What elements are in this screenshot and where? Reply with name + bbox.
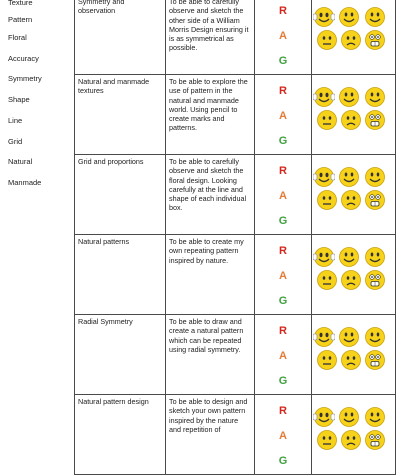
happy-smiley-icon [338,166,360,190]
rag-green: G [278,455,288,467]
rag-amber: A [279,350,287,362]
topic-cell: Radial Symmetry [75,315,166,395]
happy-smiley-icon [338,86,360,110]
thumbs-up-smiley-icon [313,166,335,190]
smiley-faces-cell [312,315,396,395]
lesson-objectives-table [74,0,396,475]
rag-green: G [278,295,288,307]
table-row [75,315,396,395]
smiley-faces-cell [312,75,396,155]
rag-green: G [278,375,288,387]
table-row [75,395,396,475]
table-row [75,0,396,75]
rag-amber: A [279,430,287,442]
neutral-smiley-icon [316,109,338,133]
smiley-faces-cell [312,395,396,475]
scared-smiley-icon [364,349,386,373]
thumbs-up-smiley-icon [313,6,335,30]
rag-amber: A [279,110,287,122]
happy-smiley-icon [364,246,386,270]
happy-smiley-icon [338,326,360,350]
rag-red: R [279,165,287,177]
table-row [75,75,396,155]
keyword: Symmetry [8,74,42,83]
keyword: Shape [8,95,30,104]
rag-amber: A [279,270,287,282]
happy-smiley-icon [364,86,386,110]
rag-red: R [279,5,287,17]
sad-smiley-icon [340,189,362,213]
scared-smiley-icon [364,29,386,53]
topic-cell: Natural pattern design [75,395,166,475]
rag-green: G [278,135,288,147]
sad-smiley-icon [340,349,362,373]
rag-cell [255,395,312,475]
happy-smiley-icon [364,326,386,350]
scared-smiley-icon [364,429,386,453]
topic-cell: Grid and proportions [75,155,166,235]
thumbs-up-smiley-icon [313,406,335,430]
objective-cell: To be able to create my own repeating pattern inspired by nature. [166,235,255,315]
table-row [75,235,396,315]
keyword: Accuracy [8,54,39,63]
neutral-smiley-icon [316,189,338,213]
happy-smiley-icon [364,166,386,190]
rag-cell [255,0,312,75]
rag-green: G [278,55,288,67]
rag-cell [255,315,312,395]
table-row [75,155,396,235]
rag-red: R [279,325,287,337]
topic-cell: Natural and manmade textures [75,75,166,155]
sad-smiley-icon [340,109,362,133]
happy-smiley-icon [338,246,360,270]
neutral-smiley-icon [316,349,338,373]
rag-amber: A [279,190,287,202]
sad-smiley-icon [340,29,362,53]
smiley-faces-cell [312,0,396,75]
happy-smiley-icon [364,6,386,30]
keyword: Manmade [8,178,42,187]
rag-red: R [279,405,287,417]
objective-cell: To be able to carefully observe and sketch the other side of a William Morris Design ensuring it is as symmetrical as possible. [166,0,255,75]
objective-cell: To be able to design and sketch your own pattern inspired by the nature and repetition of [166,395,255,475]
scared-smiley-icon [364,189,386,213]
rag-cell [255,75,312,155]
happy-smiley-icon [364,406,386,430]
rag-cell [255,155,312,235]
topic-cell: Symmetry and observation [75,0,166,75]
thumbs-up-smiley-icon [313,86,335,110]
smiley-faces-cell [312,155,396,235]
keyword: Natural [8,157,33,166]
smiley-faces-cell [312,235,396,315]
thumbs-up-smiley-icon [313,246,335,270]
neutral-smiley-icon [316,429,338,453]
neutral-smiley-icon [316,269,338,293]
keyword: Floral [8,33,27,42]
neutral-smiley-icon [316,29,338,53]
keyword: Pattern [8,15,33,24]
keyword: Line [8,116,23,125]
rag-amber: A [279,30,287,42]
happy-smiley-icon [338,6,360,30]
objective-cell: To be able to explore the use of pattern in the natural and manmade world. Using pencil to create marks and patterns. [166,75,255,155]
rag-red: R [279,85,287,97]
rag-cell [255,235,312,315]
sad-smiley-icon [340,429,362,453]
topic-cell: Natural patterns [75,235,166,315]
objective-cell: To be able to draw and create a natural pattern which can be repeated using radial symmetry. [166,315,255,395]
keyword: Texture [8,0,33,7]
objective-cell: To be able to carefully observe and sketch the floral design. Looking carefully at the line and shape of each individual box. [166,155,255,235]
rag-red: R [279,245,287,257]
scared-smiley-icon [364,269,386,293]
rag-green: G [278,215,288,227]
thumbs-up-smiley-icon [313,326,335,350]
scared-smiley-icon [364,109,386,133]
sad-smiley-icon [340,269,362,293]
keyword: Grid [8,137,23,146]
happy-smiley-icon [338,406,360,430]
